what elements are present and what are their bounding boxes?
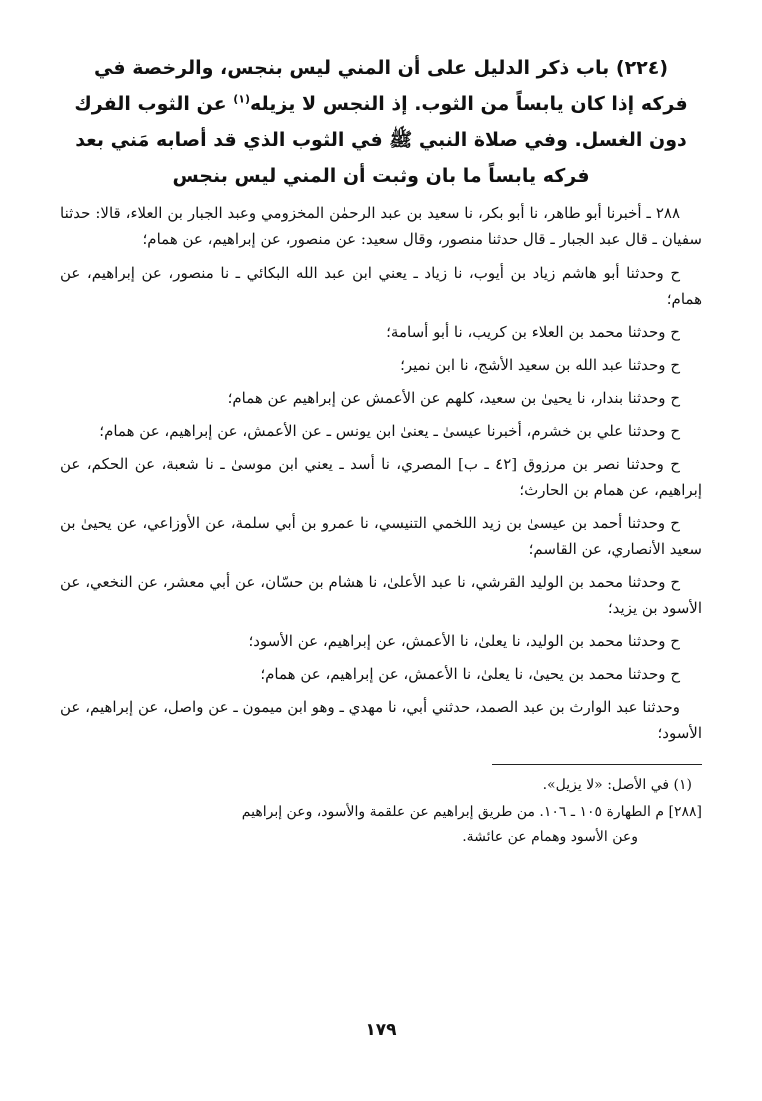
chain-paragraph: ح وحدثنا محمد بن الوليد القرشي، نا عبد الأعلىٰ، نا هشام بن حسّان، عن أبي معشر، عن النخعي، عن الأسود بن يزيد؛ [60, 573, 702, 617]
chain-paragraph: ح وحدثنا محمد بن الوليد، نا يعلىٰ، نا الأعمش، عن إبراهيم، عن الأسود؛ [248, 632, 680, 650]
chain-paragraph: ح وحدثنا علي بن خشرم، أخبرنا عيسىٰ ـ يعنىٰ ابن يونس ـ عن الأعمش، عن إبراهيم، عن همام؛ [99, 422, 680, 440]
chain-paragraph: ح وحدثنا محمد بن العلاء بن كريب، نا أبو أسامة؛ [386, 323, 680, 341]
chain-paragraph: ح وحدثنا نصر بن مرزوق [٤٢ ـ ب] المصري، نا أسد ـ يعني ابن موسىٰ ـ نا شعبة، عن الحكم، عن إبراهيم، عن همام بن الحارث؛ [60, 455, 702, 499]
chapter-heading [70, 50, 692, 194]
source-note-line2: وعن الأسود وهمام عن عائشة. [462, 829, 638, 845]
chain-paragraph: ح وحدثنا بندار، نا يحيىٰ بن سعيد، كلهم عن الأعمش عن إبراهيم عن همام؛ [227, 389, 680, 407]
footnote: (١) في الأصل: «لا يزيل». [542, 777, 692, 793]
chapter-heading-main: (٢٢٤) باب ذكر الدليل على أن المني ليس بنجس، والرخصة في فركه إذا كان يابساً من الثوب. إذ النجس لا يزيله [93, 57, 688, 115]
chain-paragraph: ح وحدثنا أبو هاشم زياد بن أيوب، نا زياد ـ يعني ابن عبد الله البكائي ـ نا منصور، عن إبراهيم، عن همام؛ [60, 264, 702, 308]
footnote-divider [492, 764, 702, 765]
page-body [60, 50, 702, 850]
source-note-line1: [٢٨٨] م الطهارة ١٠٥ ـ ١٠٦. من طريق إبراهيم عن علقمة والأسود، وعن إبراهيم [241, 804, 702, 820]
chain-paragraph: ح وحدثنا محمد بن يحيىٰ، نا يعلىٰ، نا الأعمش، عن إبراهيم، عن همام؛ [260, 665, 680, 683]
source-note [60, 800, 702, 850]
page-number: ١٧٩ [365, 1020, 397, 1040]
chapter-heading-rest: عن الثوب الفرك دون الغسل. وفي صلاة النبي ﷺ في الثوب الذي قد أصابه مَني بعد فركه يابساً ما بان وثبت أن المني ليس بنجس [74, 93, 687, 187]
chain-paragraph: ح وحدثنا عبد الله بن سعيد الأشج، نا ابن نمير؛ [400, 356, 680, 374]
footnote-marker[interactable]: (١) [233, 92, 251, 106]
hadith-paragraph: ٢٨٨ ـ أخبرنا أبو طاهر، نا أبو بكر، نا سعيد بن عبد الرحمٰن المخزومي وعبد الجبار بن العلاء، قالا: حدثنا سفيان ـ قال عبد الجبار ـ قال حدثنا منصور، وقال سعيد: عن منصور، عن إبراهيم، عن همام؛ [60, 204, 702, 248]
chain-paragraph: وحدثنا عبد الوارث بن عبد الصمد، حدثني أبي، نا مهدي ـ وهو ابن ميمون ـ عن واصل، عن إبراهيم، عن الأسود؛ [60, 698, 702, 742]
chain-paragraph: ح وحدثنا أحمد بن عيسىٰ بن زيد اللخمي التنيسي، نا عمرو بن أبي سلمة، عن الأوزاعي، عن يحيىٰ بن سعيد الأنصاري، عن القاسم؛ [60, 514, 702, 558]
